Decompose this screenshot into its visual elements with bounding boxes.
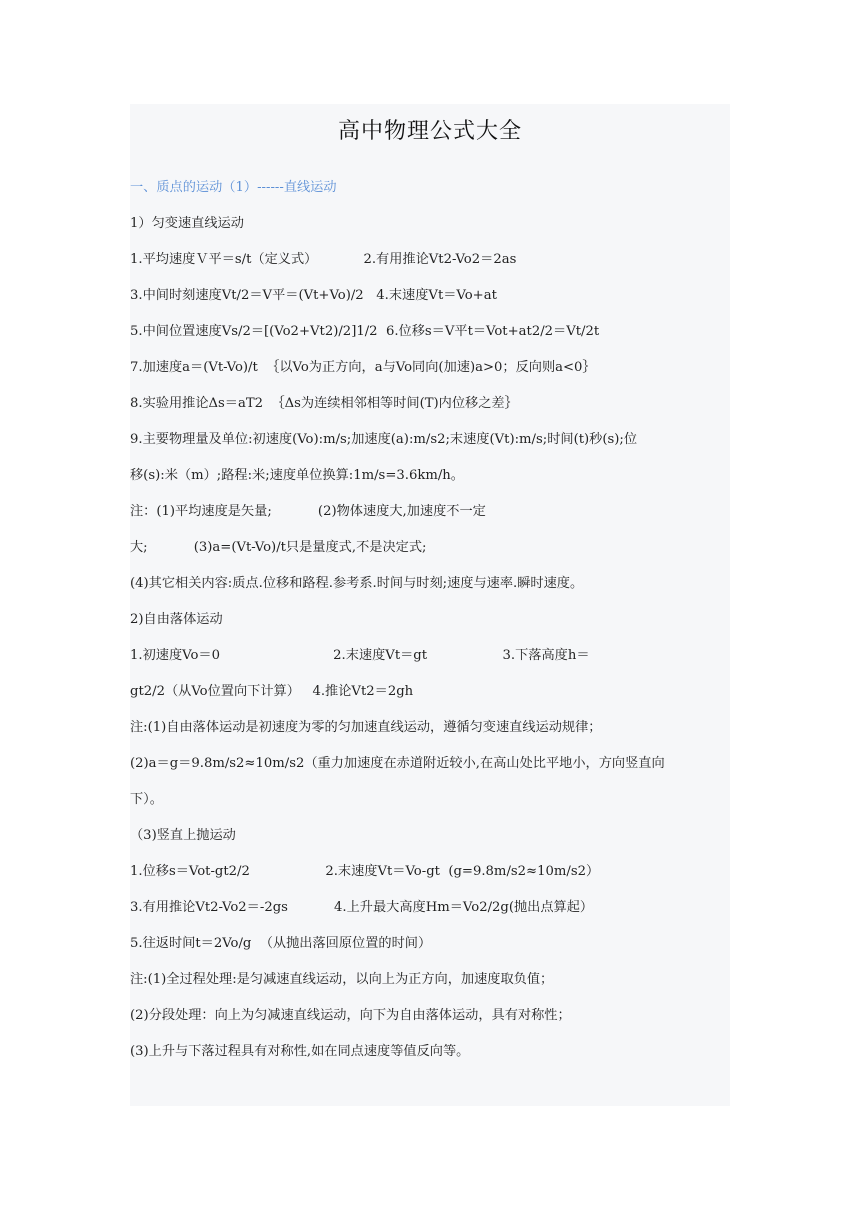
note-line: 注：(1)平均速度是矢量; (2)物体速度大,加速度不一定 <box>130 504 486 519</box>
note-line: 大; (3)a=(Vt-Vo)/t只是量度式,不是决定式; <box>130 540 427 555</box>
note-line: (2)分段处理：向上为匀减速直线运动，向下为自由落体运动，具有对称性； <box>130 1008 571 1023</box>
formula-line: 3.有用推论Vt2-Vo2＝-2gs 4.上升最大高度Hm＝Vo2/2g(抛出点算起） <box>130 900 594 915</box>
formula-line: 8.实验用推论Δs＝aT2 ｛Δs为连续相邻相等时间(T)内位移之差｝ <box>130 396 518 411</box>
note-line: 注:(1)全过程处理:是匀减速直线运动，以向上为正方向，加速度取负值； <box>130 972 554 987</box>
subsection-heading: 2)自由落体运动 <box>130 612 223 627</box>
formula-line: 5.往返时间t＝2Vo/g （从抛出落回原位置的时间） <box>130 936 432 951</box>
formula-line: 5.中间位置速度Vs/2＝[(Vo2+Vt2)/2]1/2 6.位移s＝V平t＝Vot+at2/2＝Vt/2t <box>130 324 600 339</box>
formula-line: gt2/2（从Vo位置向下计算） 4.推论Vt2＝2gh <box>130 684 414 699</box>
subsection-heading: （3)竖直上抛运动 <box>130 828 236 843</box>
note-line: (4)其它相关内容:质点.位移和路程.参考系.时间与时刻;速度与速率.瞬时速度。 <box>130 576 584 591</box>
section-heading: 一、质点的运动（1）------直线运动 <box>130 180 337 195</box>
formula-line: 移(s):米（m）;路程:米;速度单位换算:1m/s=3.6km/h。 <box>130 468 464 483</box>
formula-line: 3.中间时刻速度Vt/2＝V平＝(Vt+Vo)/2 4.末速度Vt＝Vo+at <box>130 288 497 303</box>
note-line: 下）。 <box>130 792 163 807</box>
formula-line: 1.初速度Vo＝0 2.末速度Vt＝gt 3.下落高度h＝ <box>130 648 590 663</box>
document-title: 高中物理公式大全 <box>337 119 522 144</box>
formula-line: 1.平均速度Ｖ平＝s/t（定义式） 2.有用推论Vt2-Vo2＝2as <box>130 252 517 267</box>
formula-line: 7.加速度a＝(Vt-Vo)/t ｛以Vo为正方向，a与Vo同向(加速)a>0；反向则a<0｝ <box>130 360 596 375</box>
subsection-heading: 1）匀变速直线运动 <box>130 216 244 231</box>
formula-line: 9.主要物理量及单位:初速度(Vo):m/s;加速度(a):m/s2;末速度(Vt):m/s;时间(t)秒(s);位 <box>130 432 638 447</box>
note-line: (3)上升与下落过程具有对称性,如在同点速度等值反向等。 <box>130 1044 470 1059</box>
note-line: 注:(1)自由落体运动是初速度为零的匀加速直线运动，遵循匀变速直线运动规律； <box>130 720 602 735</box>
note-line: (2)a＝g＝9.8m/s2≈10m/s2（重力加速度在赤道附近较小,在高山处比平地小，方向竖直向 <box>130 756 665 771</box>
formula-line: 1.位移s＝Vot-gt2/2 2.末速度Vt＝Vo-gt (g=9.8m/s2≈10m/s2） <box>130 864 600 879</box>
